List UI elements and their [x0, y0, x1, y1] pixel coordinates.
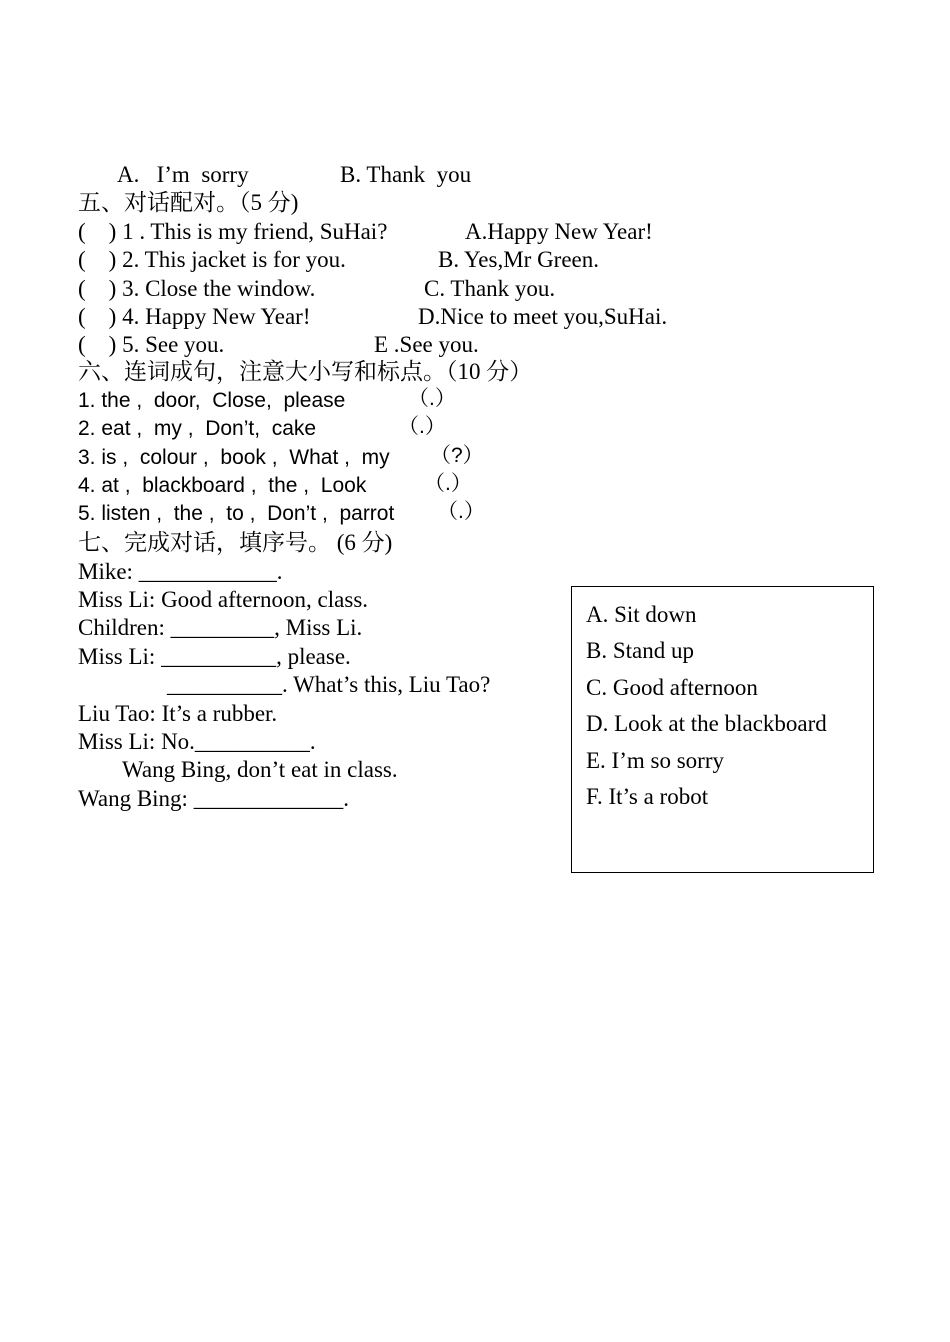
section6-row-5-punct: （.） [437, 500, 485, 523]
option-b-thank-you: B. Thank you [340, 162, 472, 187]
dialogue-line-9: Wang Bing: _____________. [78, 786, 349, 811]
section5-question-1: ( ) 1 . This is my friend, SuHai? [78, 219, 388, 244]
box-option-b: B. Stand up [586, 638, 694, 663]
dialogue-line-8: Wang Bing, don’t eat in class. [122, 757, 398, 782]
dialogue-line-7: Miss Li: No.__________. [78, 729, 316, 754]
section6-heading: 六、连词成句，注意大小写和标点。（10 分） [78, 359, 533, 384]
section5-answer-b: B. Yes,Mr Green. [438, 247, 599, 272]
section6-row-2-words: 2. eat , my , Don’t, cake [78, 417, 317, 440]
section5-heading: 五、对话配对。（5 分) [78, 190, 299, 215]
section6-row-1-punct: （.） [408, 387, 456, 410]
dialogue-line-5: __________. What’s this, Liu Tao? [167, 672, 491, 697]
option-a-sorry: A. I’m sorry [117, 162, 249, 187]
section6-row-3-words: 3. is , colour , book , What , my [78, 446, 390, 469]
section6-row-2-punct: （.） [398, 415, 446, 438]
section5-answer-c: C. Thank you. [424, 276, 556, 301]
box-option-c: C. Good afternoon [586, 675, 758, 700]
box-option-e: E. I’m so sorry [586, 748, 724, 773]
section5-answer-a: A.Happy New Year! [465, 219, 653, 244]
section5-question-5: ( ) 5. See you. [78, 332, 225, 357]
section7-heading: 七、完成对话，填序号。 (6 分) [78, 530, 393, 555]
box-option-a: A. Sit down [586, 602, 697, 627]
section5-answer-e: E .See you. [374, 332, 479, 357]
section6-row-4-punct: （.） [424, 472, 472, 495]
box-option-f: F. It’s a robot [586, 784, 709, 809]
dialogue-line-6: Liu Tao: It’s a rubber. [78, 701, 278, 726]
dialogue-line-1: Mike: ____________. [78, 559, 283, 584]
answer-options-box [571, 586, 874, 873]
section6-row-5-words: 5. listen , the , to , Don’t , parrot [78, 502, 395, 525]
dialogue-line-4: Miss Li: __________, please. [78, 644, 351, 669]
box-option-d: D. Look at the blackboard [586, 711, 827, 736]
section5-question-4: ( ) 4. Happy New Year! [78, 304, 311, 329]
section6-row-1-words: 1. the , door, Close, please [78, 389, 346, 412]
section6-row-3-punct: （?） [430, 444, 484, 467]
dialogue-line-3: Children: _________, Miss Li. [78, 615, 363, 640]
section6-row-4-words: 4. at , blackboard , the , Look [78, 474, 367, 497]
section5-answer-d: D.Nice to meet you,SuHai. [418, 304, 668, 329]
section5-question-3: ( ) 3. Close the window. [78, 276, 316, 301]
section5-question-2: ( ) 2. This jacket is for you. [78, 247, 346, 272]
dialogue-line-2: Miss Li: Good afternoon, class. [78, 587, 369, 612]
